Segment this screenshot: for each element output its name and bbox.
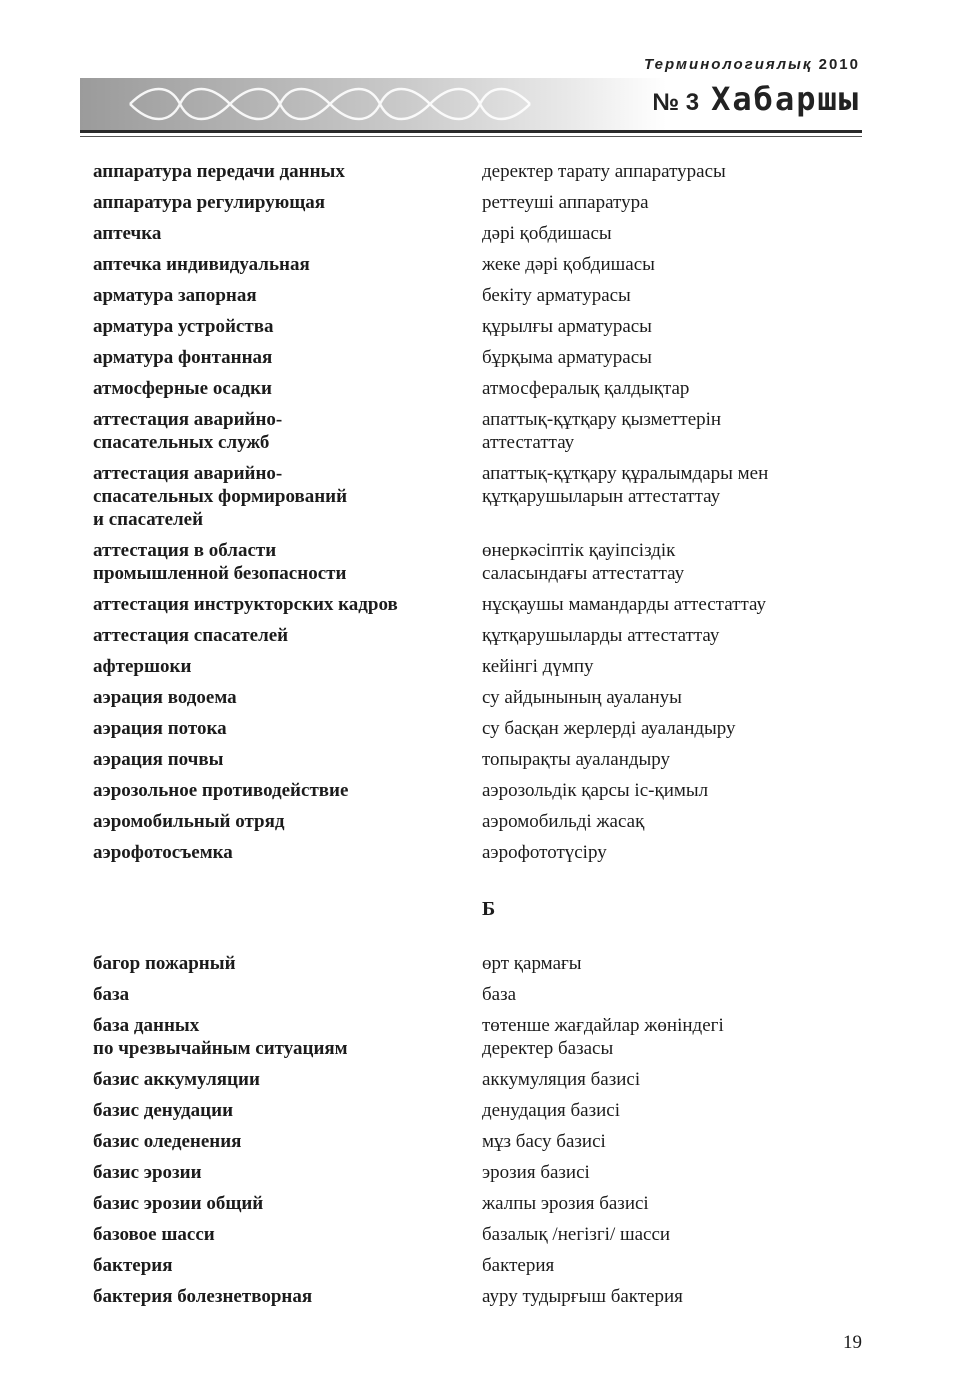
glossary-row — [93, 1285, 873, 1308]
term-kazakh: аэромобильді жасақ — [482, 811, 645, 832]
term-kazakh: өрт қармағы — [482, 953, 582, 974]
term-russian: багор пожарный — [93, 953, 236, 974]
glossary-row — [93, 686, 873, 709]
glossary-row — [93, 284, 873, 307]
glossary-row — [93, 315, 873, 338]
term-kazakh: су айдынының ауалануы — [482, 687, 682, 708]
term-russian: базис денудации — [93, 1100, 234, 1121]
term-kazakh: жалпы эрозия базисі — [482, 1193, 649, 1214]
term-russian: афтершоки — [93, 656, 192, 677]
term-russian: арматура фонтанная — [93, 347, 273, 368]
term-russian: аэрация потока — [93, 718, 227, 739]
term-russian: база — [93, 984, 130, 1005]
term-russian: аттестация в области промышленной безопасности — [93, 540, 347, 584]
term-kazakh: апаттық-құтқару қызметтерін аттестаттау — [482, 409, 722, 453]
term-kazakh: топырақты ауаландыру — [482, 749, 671, 770]
glossary-row — [93, 462, 873, 531]
term-kazakh: базалық /негізгі/ шасси — [482, 1224, 671, 1245]
term-russian: базис эрозии — [93, 1162, 202, 1183]
glossary-row — [93, 717, 873, 740]
glossary-row — [93, 1068, 873, 1091]
glossary-row — [93, 624, 873, 647]
journal-subtitle-text: Терминологиялық — [644, 56, 813, 73]
term-russian: арматура устройства — [93, 316, 274, 337]
term-russian: аэрация водоема — [93, 687, 237, 708]
ornament-pattern-icon — [120, 80, 560, 128]
term-kazakh: құтқарушыларды аттестаттау — [482, 625, 720, 646]
term-kazakh: реттеуші аппаратура — [482, 192, 649, 213]
term-russian: аттестация спасателей — [93, 625, 289, 646]
term-russian: аэрофотосъемка — [93, 842, 233, 863]
glossary-row — [93, 983, 873, 1006]
term-kazakh: ауру тудырғыш бактерия — [482, 1286, 683, 1307]
term-kazakh: апаттық-құтқару құралымдары мен құтқарушыларын аттестаттау — [482, 463, 769, 507]
glossary-row — [93, 1223, 873, 1246]
term-russian: базис оледенения — [93, 1131, 242, 1152]
term-kazakh: төтенше жағдайлар жөніндегі деректер базасы — [482, 1015, 724, 1059]
journal-name: Хабаршы — [711, 80, 860, 118]
term-kazakh: құрылғы арматурасы — [482, 316, 652, 337]
term-russian: аттестация инструкторских кадров — [93, 594, 398, 615]
term-kazakh: аэрозольдік қарсы іс-қимыл — [482, 780, 709, 801]
glossary-row — [93, 377, 873, 400]
term-kazakh: мұз басу базисі — [482, 1131, 606, 1152]
section-letter: Б — [482, 898, 496, 920]
term-russian: бактерия болезнетворная — [93, 1286, 313, 1307]
page-header — [80, 50, 862, 150]
term-kazakh: нұсқаушы мамандарды аттестаттау — [482, 594, 766, 615]
page-number: 19 — [843, 1332, 862, 1353]
term-kazakh: денудация базисі — [482, 1100, 620, 1121]
glossary-row — [93, 222, 873, 245]
term-kazakh: кейінгі дүмпу — [482, 656, 594, 677]
term-kazakh: дәрі қобдишасы — [482, 223, 612, 244]
term-russian: аттестация аварийно- спасательных служб — [93, 409, 283, 453]
journal-year: 2010 — [818, 56, 860, 73]
term-russian: аэромобильный отряд — [93, 811, 285, 832]
glossary-row — [93, 1161, 873, 1184]
glossary-row — [93, 408, 873, 454]
term-russian: базис аккумуляции — [93, 1069, 260, 1090]
glossary-row — [93, 810, 873, 833]
term-russian: бактерия — [93, 1255, 173, 1276]
term-russian: аптечка индивидуальная — [93, 254, 310, 275]
term-kazakh: деректер тарату аппаратурасы — [482, 161, 726, 182]
glossary-row — [93, 1130, 873, 1153]
glossary-row — [93, 1099, 873, 1122]
term-kazakh: бекіту арматурасы — [482, 285, 631, 306]
glossary-content — [93, 160, 873, 1316]
glossary-row — [93, 593, 873, 616]
term-kazakh: өнеркәсіптік қауіпсіздік саласындағы аттестаттау — [482, 540, 685, 584]
term-russian: база данных по чрезвычайным ситуациям — [93, 1015, 348, 1059]
term-kazakh: бұрқыма арматурасы — [482, 347, 652, 368]
glossary-row — [93, 191, 873, 214]
term-kazakh: бактерия — [482, 1255, 555, 1276]
term-russian: аттестация аварийно- спасательных формирований и спасателей — [93, 463, 348, 530]
term-kazakh: база — [482, 984, 517, 1005]
term-russian: аэрозольное противодействие — [93, 780, 349, 801]
glossary-row — [93, 1254, 873, 1277]
glossary-section-b — [93, 952, 873, 1308]
glossary-row — [93, 160, 873, 183]
glossary-row — [93, 655, 873, 678]
glossary-section-a — [93, 160, 873, 864]
journal-title — [652, 80, 860, 118]
glossary-row — [93, 346, 873, 369]
term-kazakh: су басқан жерлерді ауаландыру — [482, 718, 736, 739]
term-kazakh: аэрофототүсіру — [482, 842, 607, 863]
glossary-row — [93, 253, 873, 276]
term-russian: аппаратура передачи данных — [93, 161, 345, 182]
term-russian: аппаратура регулирующая — [93, 192, 326, 213]
term-kazakh: эрозия базисі — [482, 1162, 590, 1183]
header-rule-thick — [80, 130, 862, 133]
term-kazakh: атмосфералық қалдықтар — [482, 378, 690, 399]
term-kazakh: жеке дәрі қобдишасы — [482, 254, 655, 275]
glossary-row — [93, 779, 873, 802]
term-russian: аптечка — [93, 223, 162, 244]
issue-number: № 3 — [652, 89, 700, 116]
glossary-row — [93, 1192, 873, 1215]
term-russian: арматура запорная — [93, 285, 257, 306]
glossary-row — [93, 1014, 873, 1060]
term-russian: аэрация почвы — [93, 749, 224, 770]
glossary-row — [93, 539, 873, 585]
journal-subtitle — [644, 56, 860, 73]
glossary-row — [93, 748, 873, 771]
term-russian: базовое шасси — [93, 1224, 215, 1245]
glossary-row — [93, 952, 873, 975]
term-russian: базис эрозии общий — [93, 1193, 264, 1214]
term-kazakh: аккумуляция базисі — [482, 1069, 641, 1090]
header-rule-thin — [80, 136, 862, 137]
glossary-row — [93, 841, 873, 864]
term-russian: атмосферные осадки — [93, 378, 272, 399]
